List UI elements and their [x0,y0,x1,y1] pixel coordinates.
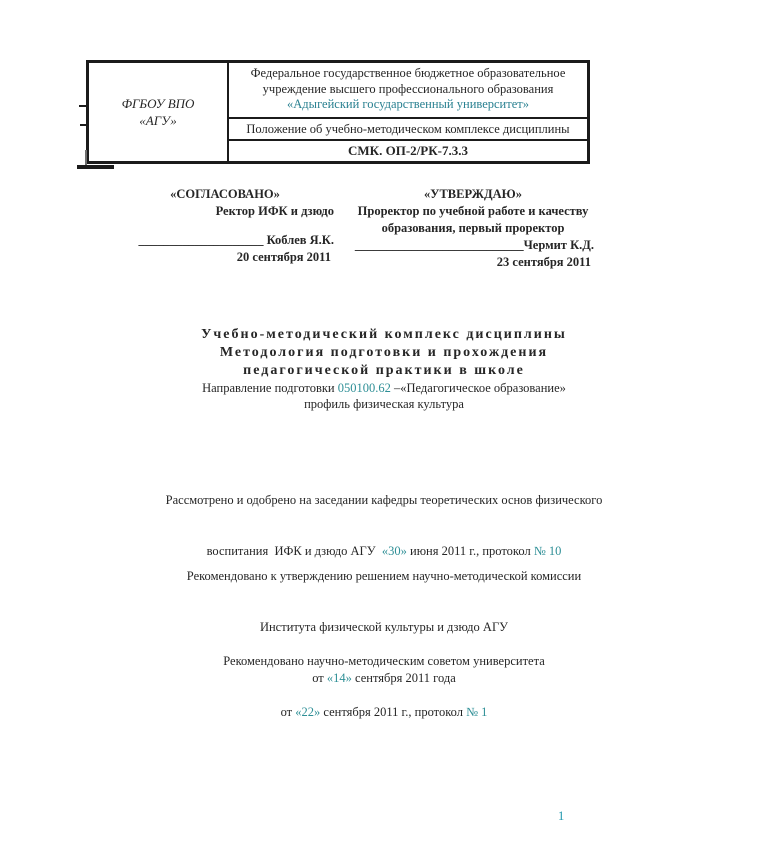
title-line-2: Методология подготовки и прохождения [219,345,549,360]
scan-artifact-tick [79,105,86,107]
org-abbr-line2: «АГУ» [139,112,177,128]
org-full-name-cell [229,63,587,119]
approved-signature-line: ___________________________Чермит К.Д. [354,238,594,252]
commission-date-number: «14» [326,671,352,685]
reviewed-line1: Рассмотрено и одобрено на заседании кафедры теоретических основ физического [165,493,603,507]
council-date-number: «22» [295,705,321,719]
doc-type-cell: Положение об учебно-методическом комплексе дисциплины [229,119,587,141]
header-table-right-cells [229,63,587,161]
direction-line [0,380,768,396]
direction-prefix: Направление подготовки [202,381,338,395]
spacer [116,220,334,232]
agreed-date: 20 сентября 2011 [236,250,331,264]
commission-line3-post: сентября 2011 года [351,671,456,685]
council-protocol-number: № 1 [466,705,488,719]
org-abbr-line1: ФГБОУ ВПО [121,95,195,111]
council-line2-mid: сентября 2011 г., протокол [320,705,467,719]
header-table [86,60,590,164]
university-name: «Адыгейский государственный университет» [287,97,529,111]
agreed-role: Ректор ИФК и дзюдо [215,204,334,218]
approved-heading: «УТВЕРЖДАЮ» [424,187,522,201]
reviewed-line2-mid: июня 2011 г., протокол [406,544,534,558]
profile-line: профиль физическая культура [304,397,464,411]
org-abbr-cell [89,63,229,161]
reviewed-line2-text: воспитания ИФК и дзюдо АГУ [206,544,382,558]
page-number: 1 [558,809,565,823]
org-full-line1: Федеральное государственное бюджетное образовательное [250,66,566,80]
council-line1: Рекомендовано научно-методическим советом университета [223,654,545,668]
title-line-3: педагогической практики в школе [243,363,525,378]
council-line2 [0,704,768,721]
agreed-signature-line: ____________________ Коблев Я.К. [138,233,334,247]
approval-left-column [116,186,334,266]
paragraph-council [0,619,768,755]
commission-line2: Института физической культуры и дзюдо АГУ [259,620,509,634]
approved-date: 23 сентября 2011 [496,255,591,269]
approved-role-line1: Проректор по учебной работе и качеству [357,204,589,218]
direction-code: 050100.62 [337,381,391,395]
council-line2-pre: от [280,705,296,719]
commission-line3-pre: от [312,671,327,685]
reviewed-protocol-number: № 10 [533,544,562,558]
reviewed-date-number: «30» [381,544,407,558]
commission-line1: Рекомендовано к утверждению решением научно-методической комиссии [186,569,582,583]
title-block [0,326,768,412]
approval-right-column [352,186,594,271]
scan-artifact-dash [77,165,114,169]
org-full-line2: учреждение высшего профессионального образования [262,81,554,96]
approved-role-line2: образования, первый проректор [381,221,565,235]
agreed-heading: «СОГЛАСОВАНО» [170,187,280,201]
direction-suffix: –«Педагогическое образование» [390,381,566,395]
title-line-1: Учебно-методический комплекс дисциплины [201,327,567,342]
scan-artifact-tick [80,124,86,126]
doc-code-cell: СМК. ОП-2/РК-7.3.3 [348,142,468,158]
